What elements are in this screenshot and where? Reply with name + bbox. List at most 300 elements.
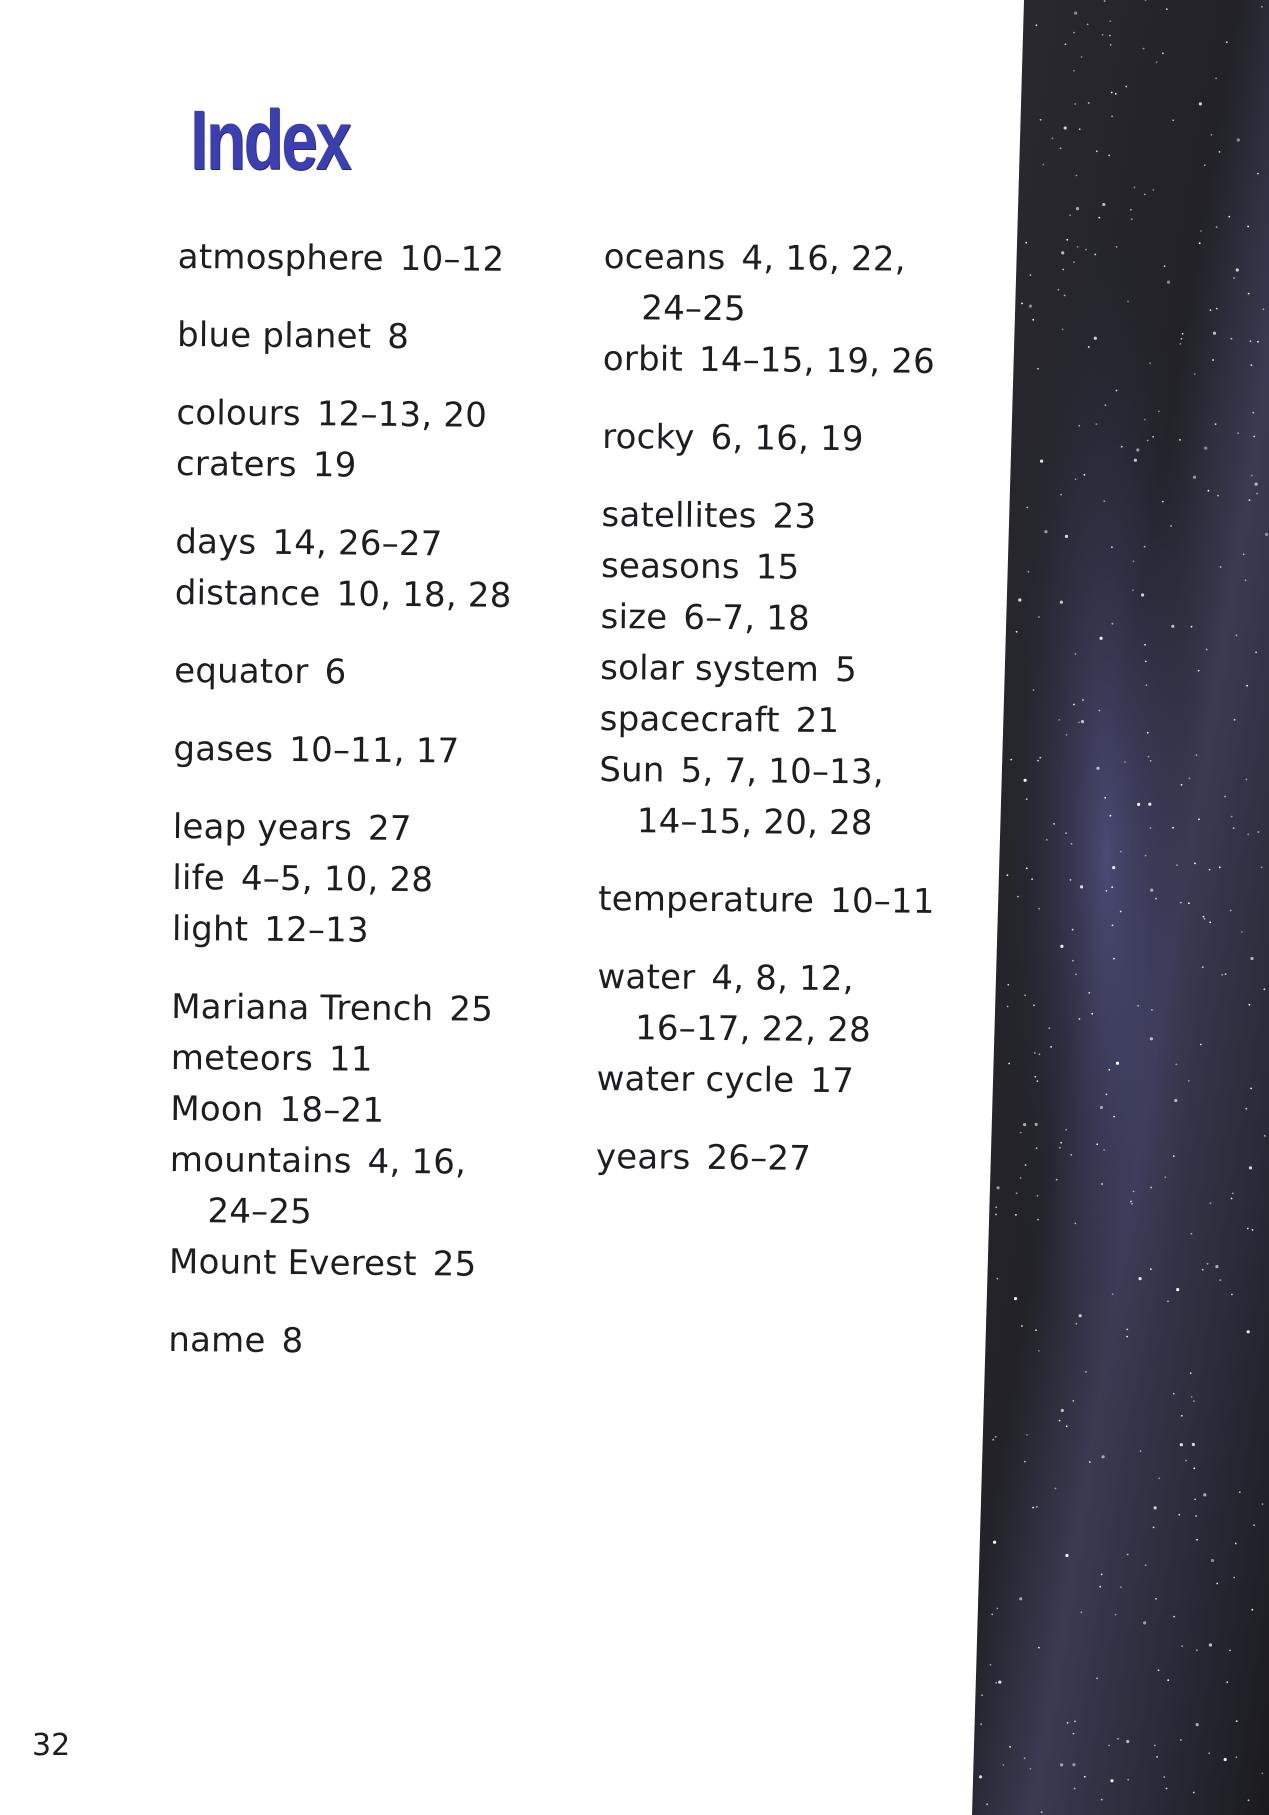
- star-dot: [1009, 1746, 1011, 1748]
- star-dot: [1133, 1191, 1135, 1193]
- star-dot: [1250, 957, 1253, 960]
- index-page-refs: 8: [387, 316, 410, 358]
- star-dot: [1096, 767, 1099, 770]
- star-dot: [1264, 1135, 1266, 1137]
- star-dot: [1257, 341, 1259, 343]
- star-dot: [1052, 137, 1054, 139]
- index-term: Sun: [599, 749, 665, 791]
- star-dot: [1146, 684, 1148, 686]
- star-dot: [1019, 1597, 1022, 1600]
- star-dot: [1173, 1393, 1175, 1395]
- star-dot: [1031, 878, 1033, 880]
- star-dot: [1236, 1756, 1238, 1758]
- star-dot: [1145, 661, 1147, 663]
- star-dot: [1100, 637, 1103, 640]
- star-dot: [1193, 476, 1196, 479]
- index-term: temperature: [598, 878, 815, 921]
- star-dot: [1200, 230, 1202, 232]
- index-page-refs: 8: [281, 1320, 304, 1362]
- index-page-refs: 4–5, 10, 28: [240, 858, 434, 901]
- star-dot: [1246, 685, 1248, 687]
- star-dot: [1145, 1564, 1147, 1566]
- star-dot: [1258, 831, 1260, 833]
- star-dot: [1110, 815, 1112, 817]
- index-term: Moon: [170, 1088, 264, 1130]
- star-dot: [1181, 338, 1183, 340]
- star-dot: [1056, 1179, 1058, 1181]
- star-dot: [1040, 119, 1042, 121]
- index-page-refs-continued: 24–25: [207, 1191, 313, 1233]
- star-dot: [1180, 1443, 1183, 1446]
- star-dot: [1181, 784, 1183, 786]
- star-dot: [1085, 1371, 1087, 1373]
- star-dot: [1204, 918, 1206, 920]
- star-dot: [995, 1436, 997, 1438]
- star-dot: [1220, 566, 1222, 568]
- index-entry: [172, 853, 562, 907]
- index-entry: [599, 745, 980, 850]
- star-dot: [1108, 1745, 1110, 1747]
- index-term: spacecraft: [599, 698, 780, 741]
- star-dot: [1084, 474, 1086, 476]
- index-term: size: [600, 596, 668, 638]
- star-dot: [1101, 1183, 1103, 1185]
- index-page-refs-continued: 16–17, 22, 28: [634, 1008, 872, 1051]
- index-term: rocky: [602, 416, 695, 458]
- star-dot: [1102, 1455, 1105, 1458]
- star-dot: [1034, 1076, 1036, 1078]
- star-dot: [1151, 1009, 1153, 1011]
- star-dot: [1131, 218, 1133, 220]
- star-dot: [1106, 890, 1108, 892]
- star-dot: [1081, 56, 1083, 58]
- star-dot: [1035, 1329, 1037, 1331]
- star-dot: [991, 1614, 993, 1616]
- star-dot: [1016, 631, 1018, 633]
- star-dot: [1173, 1155, 1175, 1157]
- star-dot: [1199, 102, 1202, 105]
- star-dot: [1164, 265, 1166, 267]
- star-dot: [1261, 6, 1263, 8]
- index-page-refs: 4, 8, 12,: [711, 957, 854, 1000]
- index-term: gases: [173, 728, 274, 770]
- star-dot: [1230, 910, 1232, 912]
- star-dot: [1036, 1506, 1038, 1508]
- star-dot: [1104, 797, 1106, 799]
- star-dot: [1026, 507, 1028, 509]
- star-dot: [1162, 52, 1164, 54]
- index-term: name: [168, 1319, 266, 1361]
- star-dot: [1038, 1350, 1040, 1352]
- star-dot: [1166, 1788, 1168, 1790]
- star-dot: [1215, 1265, 1218, 1268]
- index-page-refs: 12–13: [264, 909, 369, 951]
- star-dot: [1152, 436, 1154, 438]
- index-entry: [174, 646, 564, 700]
- star-dot: [1250, 340, 1252, 342]
- star-dot: [1111, 886, 1113, 888]
- star-dot: [1224, 796, 1226, 798]
- star-dot: [1174, 1099, 1177, 1102]
- index-page-refs: 21: [795, 700, 840, 742]
- star-dot: [1228, 216, 1230, 218]
- star-dot: [1130, 1201, 1132, 1203]
- index-entry: [172, 904, 562, 958]
- star-dot: [1102, 34, 1104, 36]
- star-dot: [1243, 553, 1245, 555]
- star-dot: [1037, 760, 1039, 762]
- star-dot: [1074, 12, 1077, 15]
- star-dot: [1202, 966, 1204, 968]
- star-dot: [1196, 1539, 1198, 1541]
- star-dot: [1167, 1679, 1169, 1681]
- star-dot: [1098, 217, 1100, 219]
- star-dot: [1196, 754, 1198, 756]
- index-entry: [169, 1237, 559, 1291]
- index-entry: [175, 517, 565, 571]
- index-entry: [600, 592, 980, 646]
- star-dot: [1060, 601, 1063, 604]
- star-dot: [1200, 1044, 1202, 1046]
- star-dot: [1113, 958, 1115, 960]
- star-dot: [995, 1206, 997, 1208]
- star-dot: [1245, 1108, 1247, 1110]
- star-dot: [1261, 867, 1263, 869]
- index-term: meteors: [170, 1037, 314, 1080]
- star-dot: [1017, 896, 1019, 898]
- page-number: 32: [32, 1728, 71, 1763]
- star-dot: [1144, 546, 1146, 548]
- star-dot: [1125, 86, 1127, 88]
- star-dot: [996, 1608, 998, 1610]
- star-dot: [1215, 423, 1217, 425]
- star-dot: [1076, 175, 1078, 177]
- index-entry: [176, 439, 566, 493]
- star-dot: [1213, 332, 1216, 335]
- star-dot: [1073, 1733, 1075, 1735]
- index-entry: [596, 1132, 976, 1186]
- star-dot: [1024, 1757, 1026, 1759]
- star-dot: [1237, 432, 1239, 434]
- star-dot: [1078, 425, 1080, 427]
- star-dot: [1116, 246, 1118, 248]
- star-dot: [1112, 925, 1114, 927]
- star-dot: [1103, 500, 1105, 502]
- index-page-refs: 14–15, 19, 26: [698, 339, 936, 382]
- star-dot: [1148, 756, 1150, 758]
- index-term: distance: [174, 572, 321, 615]
- star-dot: [1194, 373, 1196, 375]
- star-dot: [1070, 879, 1072, 881]
- star-dot: [1062, 269, 1064, 271]
- star-dot: [1079, 128, 1081, 130]
- index-term: water cycle: [596, 1058, 795, 1101]
- star-dot: [1088, 992, 1090, 994]
- star-dot: [1233, 1577, 1235, 1579]
- star-dot: [1081, 720, 1084, 723]
- star-dot: [1021, 1325, 1023, 1327]
- star-dot: [1152, 189, 1154, 191]
- star-dot: [1180, 1739, 1182, 1741]
- index-page-refs-continued: 14–15, 20, 28: [636, 801, 873, 844]
- star-dot: [1204, 447, 1207, 450]
- index-page-refs: 5: [834, 650, 858, 691]
- star-dot: [1191, 1396, 1193, 1398]
- star-dot: [1226, 41, 1228, 43]
- index-entry: [176, 388, 566, 442]
- index-term: blue planet: [176, 314, 372, 357]
- star-dot: [1141, 593, 1144, 596]
- star-dot: [1256, 493, 1258, 495]
- star-dot: [1060, 147, 1062, 149]
- star-dot: [1120, 1586, 1122, 1588]
- star-dot: [1167, 281, 1170, 284]
- star-dot: [1154, 1506, 1157, 1509]
- star-dot: [1112, 866, 1115, 869]
- star-dot: [1231, 338, 1233, 340]
- star-dot: [1096, 423, 1098, 425]
- star-dot: [1209, 921, 1211, 923]
- star-dot: [997, 1278, 999, 1280]
- star-dot: [1134, 187, 1136, 189]
- star-dot: [1115, 1614, 1117, 1616]
- star-dot: [1060, 1763, 1063, 1766]
- star-dot: [1065, 1554, 1068, 1557]
- star-dot: [1178, 1514, 1180, 1516]
- star-dot: [1020, 1177, 1022, 1179]
- star-dot: [1134, 459, 1137, 462]
- star-dot: [1198, 818, 1200, 820]
- index-page-refs: 14, 26–27: [272, 522, 443, 565]
- star-dot: [1066, 1425, 1068, 1427]
- star-dot: [1155, 898, 1157, 900]
- star-dot: [1109, 35, 1111, 37]
- star-dot: [1073, 704, 1075, 706]
- index-term: atmosphere: [177, 236, 384, 279]
- star-dot: [1175, 1064, 1177, 1066]
- star-dot: [1038, 616, 1040, 618]
- star-dot: [1024, 1461, 1026, 1463]
- star-dot: [1036, 1147, 1038, 1149]
- star-dot: [1206, 649, 1208, 651]
- star-dot: [1064, 126, 1067, 129]
- index-entry: [171, 1033, 561, 1087]
- star-dot: [1158, 411, 1160, 413]
- star-dot: [1163, 1776, 1165, 1778]
- star-dot: [1065, 535, 1068, 538]
- star-dot: [1204, 164, 1206, 166]
- star-dot: [1075, 973, 1077, 975]
- star-dot: [1211, 1559, 1214, 1562]
- star-dot: [1121, 446, 1123, 448]
- star-dot: [1018, 598, 1021, 601]
- star-dot: [1124, 761, 1126, 763]
- star-dot: [995, 1682, 997, 1684]
- index-page-refs-continued: 24–25: [641, 288, 747, 330]
- index-entry: [600, 643, 980, 697]
- index-term: craters: [175, 443, 298, 486]
- star-dot: [1055, 1488, 1057, 1490]
- star-dot: [1033, 689, 1035, 691]
- star-dot: [1150, 760, 1152, 762]
- star-dot: [1099, 1586, 1101, 1588]
- star-dot: [1016, 1192, 1018, 1194]
- index-page-refs: 18–21: [279, 1089, 385, 1131]
- star-dot: [1191, 626, 1193, 628]
- index-page-refs: 5, 7, 10–13,: [680, 750, 884, 793]
- index-entry: [603, 334, 983, 388]
- star-dot: [1219, 866, 1221, 868]
- star-dot: [1149, 362, 1151, 364]
- star-dot: [1080, 885, 1083, 888]
- star-dot: [1026, 867, 1028, 869]
- index-entry: [596, 1054, 976, 1108]
- star-dot: [1147, 440, 1149, 442]
- star-dot: [1108, 155, 1110, 157]
- star-dot: [1020, 1132, 1022, 1134]
- star-dot: [1236, 268, 1239, 271]
- star-dot: [1108, 1069, 1110, 1071]
- star-dot: [1231, 816, 1233, 818]
- star-dot: [1150, 1187, 1152, 1189]
- star-dot: [1236, 1720, 1238, 1722]
- star-dot: [1070, 1154, 1072, 1156]
- star-dot: [1014, 1297, 1017, 1300]
- star-dot: [1116, 390, 1118, 392]
- star-dot: [1188, 902, 1190, 904]
- star-dot: [1060, 494, 1062, 496]
- star-dot: [1111, 546, 1113, 548]
- star-dot: [1089, 1461, 1091, 1463]
- star-dot: [1158, 1669, 1160, 1671]
- star-dot: [1072, 929, 1074, 931]
- star-dot: [1192, 1443, 1195, 1446]
- star-dot: [1181, 1415, 1183, 1417]
- star-dot: [1247, 226, 1249, 228]
- star-dot: [1203, 916, 1205, 918]
- star-dot: [1156, 1756, 1158, 1758]
- star-dot: [1039, 1053, 1041, 1055]
- star-dot: [1139, 1277, 1142, 1280]
- star-dot: [1211, 134, 1213, 136]
- star-dot: [1032, 319, 1034, 321]
- index-entry: [173, 802, 563, 856]
- star-dot: [1193, 1467, 1195, 1469]
- star-dot: [1075, 1223, 1077, 1225]
- star-dot: [1144, 644, 1146, 646]
- star-dot: [1037, 1219, 1039, 1221]
- star-dot: [1096, 150, 1098, 152]
- star-dot: [1131, 1203, 1133, 1205]
- star-dot: [1105, 404, 1107, 406]
- star-dot: [1100, 1106, 1103, 1109]
- star-dot: [1075, 653, 1077, 655]
- index-page-refs: 10–11, 17: [289, 729, 460, 772]
- star-dot: [1248, 1799, 1250, 1801]
- star-dot: [1209, 1643, 1212, 1646]
- star-dot: [1209, 869, 1211, 871]
- star-dot: [1210, 1202, 1212, 1204]
- star-dot: [1079, 1314, 1082, 1317]
- star-dot: [1074, 1721, 1076, 1723]
- star-dot: [1078, 722, 1080, 724]
- star-dot: [1221, 974, 1223, 976]
- star-dot: [1136, 448, 1139, 451]
- index-page-refs: 10–12: [399, 238, 505, 280]
- star-dot: [1087, 24, 1089, 26]
- index-entry: [173, 724, 563, 778]
- star-dot: [1176, 864, 1178, 866]
- index-page-refs: 6–7, 18: [683, 597, 811, 639]
- star-dot: [1248, 293, 1250, 295]
- star-dot: [1185, 1460, 1187, 1462]
- star-dot: [1247, 1330, 1250, 1333]
- star-dot: [1173, 1616, 1175, 1618]
- star-dot: [1026, 798, 1028, 800]
- star-dot: [1164, 1176, 1166, 1178]
- star-dot: [1216, 308, 1218, 310]
- star-dot: [1066, 734, 1068, 736]
- index-page-refs: 12–13, 20: [316, 394, 488, 436]
- star-dot: [1058, 289, 1060, 291]
- star-dot: [1074, 103, 1076, 105]
- star-dot: [1062, 329, 1064, 331]
- star-dot: [1060, 945, 1063, 948]
- star-dot: [1059, 1420, 1061, 1422]
- star-dot: [990, 1664, 992, 1666]
- star-dot: [1104, 0, 1106, 2]
- index-entry: [601, 490, 981, 544]
- star-dot: [1048, 1027, 1050, 1029]
- star-dot: [1021, 303, 1023, 305]
- star-dot: [1154, 1745, 1156, 1747]
- star-dot: [1037, 1080, 1039, 1082]
- star-dot: [1037, 1195, 1039, 1197]
- index-page-refs: 15: [755, 547, 800, 588]
- star-dot: [1215, 78, 1217, 80]
- star-dot: [1193, 1792, 1195, 1794]
- star-dot: [1252, 1229, 1254, 1231]
- star-dot: [1199, 242, 1201, 244]
- star-dot: [1263, 308, 1265, 310]
- star-dot: [1102, 203, 1105, 206]
- index-left-column: [168, 232, 568, 1369]
- star-dot: [1232, 1193, 1234, 1195]
- index-term: mountains: [169, 1139, 352, 1182]
- star-dot: [1158, 1477, 1160, 1479]
- index-entry: [175, 568, 565, 622]
- star-dot: [1182, 333, 1184, 335]
- index-term: light: [171, 908, 249, 950]
- star-dot: [1061, 251, 1064, 254]
- star-dot: [1120, 911, 1122, 913]
- star-dot: [1081, 1611, 1083, 1613]
- star-dot: [1015, 1214, 1017, 1216]
- index-entry: [171, 982, 561, 1036]
- star-dot: [1037, 368, 1039, 370]
- star-dot: [1061, 1409, 1064, 1412]
- star-dot: [992, 1439, 994, 1441]
- star-dot: [1073, 70, 1075, 72]
- index-entry: [168, 1315, 558, 1369]
- star-dot: [1074, 1788, 1076, 1790]
- star-dot: [1113, 1116, 1115, 1118]
- star-dot: [1246, 779, 1248, 781]
- star-dot: [1127, 301, 1129, 303]
- star-dot: [1150, 1037, 1153, 1040]
- star-dot: [1066, 239, 1068, 241]
- star-dot: [1155, 1598, 1157, 1600]
